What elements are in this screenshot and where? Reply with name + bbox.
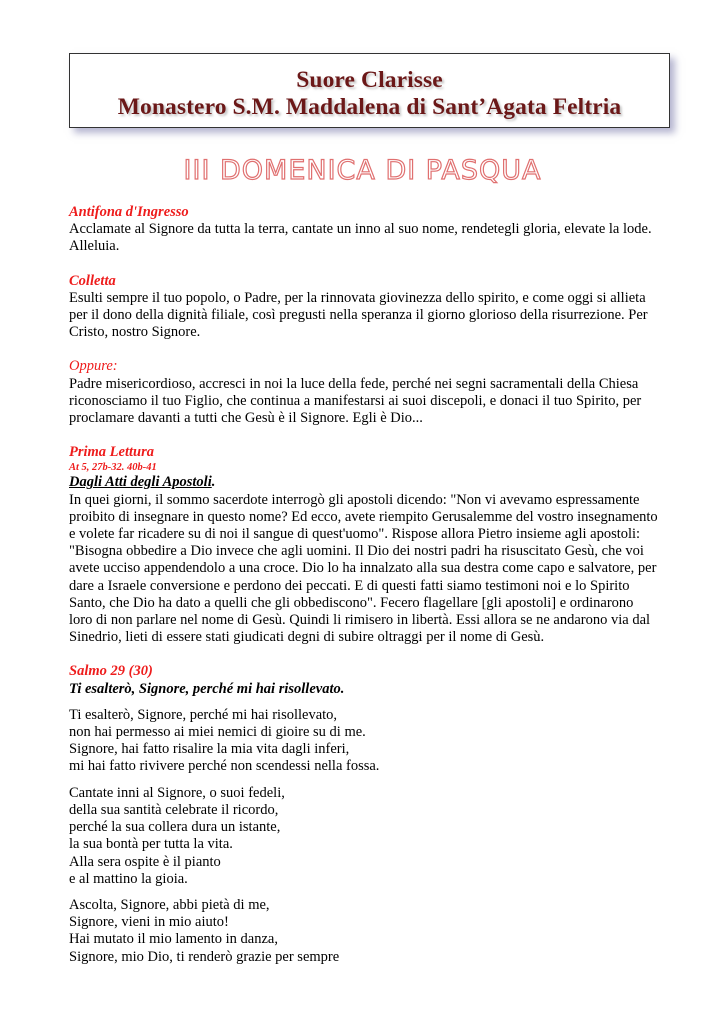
header-title-line1: Suore Clarisse (296, 67, 443, 93)
verse-line: mi hai fatto rivivere perché non scendessi nella fossa. (69, 758, 380, 775)
verse-line: Ti esalterò, Signore, perché mi hai risollevato, (69, 706, 338, 723)
verse-line: Signore, mio Dio, ti renderò grazie per sempre (69, 948, 340, 965)
verse-line: e al mattino la gioia. (69, 870, 188, 887)
antifona-section (69, 204, 659, 256)
verse-line: perché la sua collera dura un istante, (69, 819, 281, 836)
prima-lettura-book: Dagli Atti degli Apostoli (69, 474, 212, 491)
header-box (69, 53, 670, 128)
antifona-label: Antifona d'Ingresso (69, 204, 189, 220)
oppure-label: Oppure: (69, 358, 118, 375)
salmo-label: Salmo 29 (30) (69, 663, 153, 680)
page-title: III DOMENICA DI PASQUA (183, 155, 542, 186)
salmo-stanza-3 (69, 897, 659, 966)
prima-lettura-book-line (69, 474, 659, 491)
prima-lettura-text: In quei giorni, il sommo sacerdote interrogò gli apostoli dicendo: "Non vi avevamo espressamente proibito di insegnare in questo nome? Ed ecco, avete riempito Gerusalemme del vostro insegnamento e volete far ricadere su di noi il sangue di quest'uomo". Rispose allora Pietro insieme agli apostoli: "Bisogna obbedire a Dio invece che agli uomini. Il Dio dei nostri padri ha risuscitato Gesù, che voi avete ucciso appendendolo a una croce. Dio lo ha innalzato alla sua destra come capo e salvatore, per dare a Israele conversione e perdono dei peccati. E di questi fatti siamo testimoni noi e lo Spirito Santo, che Dio ha dato a quelli che gli obbediscono". Fecero flagellare [gli apostoli] e ordinarono loro di non parlare nel nome di Gesù. Quindi li rimisero in libertà. Essi allora se ne andarono via dal Sinedrio, lieti di essere stati giudicati degni di subire oltraggi per il nome di Gesù. (69, 491, 658, 646)
colletta-section (69, 273, 659, 342)
verse-line: Signore, vieni in mio aiuto! (69, 914, 229, 931)
verse-line: non hai permesso ai miei nemici di gioire su di me. (69, 724, 366, 741)
verse-line: Ascolta, Signore, abbi pietà di me, (69, 896, 270, 913)
antifona-text: Acclamate al Signore da tutta la terra, cantate un inno al suo nome, rendetegli gloria, elevate la lode. Alleluia. (69, 221, 652, 255)
prima-lettura-label: Prima Lettura (69, 444, 154, 461)
prima-lettura-section (69, 444, 659, 646)
oppure-text: Padre misericordioso, accresci in noi la luce della fede, perché nei segni sacramentali della Chiesa riconosciamo il tuo Figlio, che continua a manifestarsi ai suoi discepoli, e donaci il tuo Spirito, per proclamare davanti a tutti che Gesù è il Signore. Egli è Dio... (69, 375, 642, 427)
verse-line: Alla sera ospite è il pianto (69, 853, 221, 870)
salmo-stanza-2 (69, 785, 659, 888)
salmo-section (69, 663, 659, 965)
prima-lettura-reference: At 5, 27b-32. 40b-41 (69, 462, 157, 474)
header-title-line2: Monastero S.M. Maddalena di Sant’Agata Feltria (117, 94, 622, 120)
salmo-refrain: Ti esalterò, Signore, perché mi hai risollevato. (69, 680, 345, 697)
prima-lettura-book-suffix: . (211, 474, 216, 491)
oppure-section (69, 358, 659, 427)
verse-line: della sua santità celebrate il ricordo, (69, 801, 279, 818)
verse-line: Cantate inni al Signore, o suoi fedeli, (69, 784, 285, 801)
colletta-label: Colletta (69, 272, 116, 289)
document-body (69, 204, 659, 966)
verse-line: Signore, hai fatto risalire la mia vita dagli inferi, (69, 741, 350, 758)
colletta-text: Esulti sempre il tuo popolo, o Padre, per la rinnovata giovinezza dello spirito, e come oggi si allieta per il dono della dignità filiale, così pregusti nella speranza il giorno glorioso della risurrezione. Per Cristo, nostro Signore. (69, 289, 648, 341)
verse-line: la sua bontà per tutta la vita. (69, 836, 233, 853)
verse-line: Hai mutato il mio lamento in danza, (69, 931, 278, 948)
salmo-stanza-1 (69, 707, 659, 776)
